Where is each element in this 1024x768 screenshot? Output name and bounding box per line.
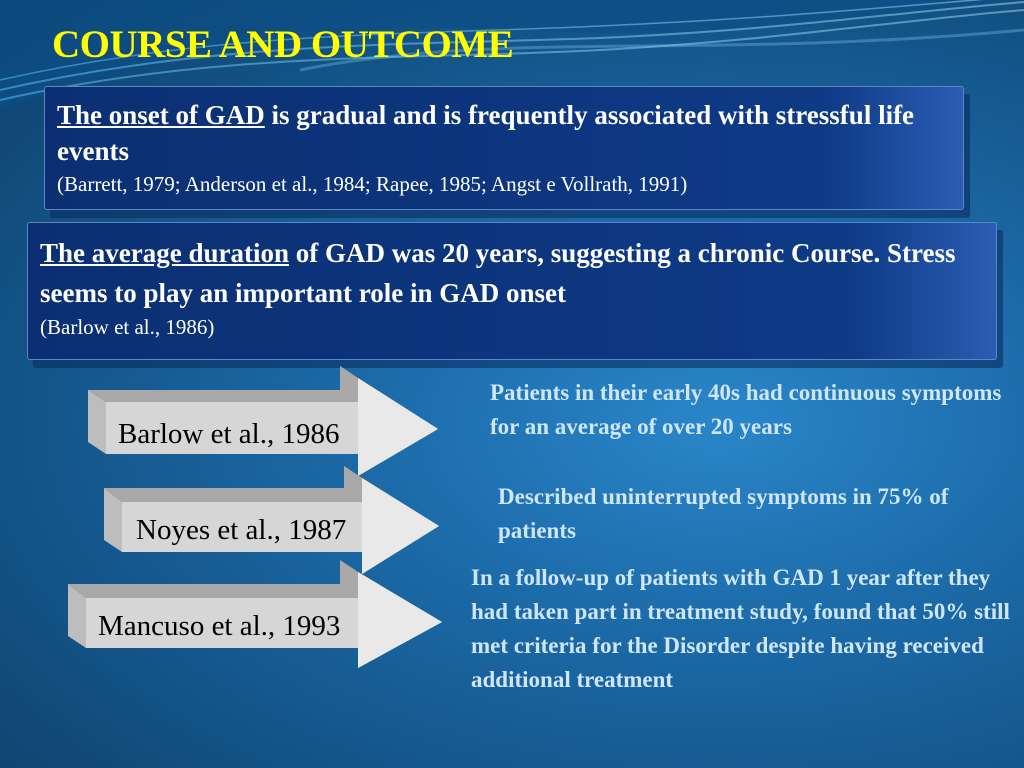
duration-box (27, 222, 997, 360)
study-note-mancuso: In a follow-up of patients with GAD 1 year after they had taken part in treatment study, found that 50% still met criteria for the Disorder despite having received additional treatment (471, 565, 1010, 692)
slide-title: COURSE AND OUTCOME (52, 23, 514, 66)
duration-highlight: The average duration (40, 238, 289, 268)
study-arrow (88, 366, 443, 476)
onset-citation: (Barrett, 1979; Anderson et al., 1984; Rapee, 1985; Angst e Vollrath, 1991) (57, 172, 688, 196)
duration-text: of GAD was 20 years, suggesting a chronic Course. Stress seems to play an important role in GAD onset (40, 238, 956, 308)
study-label-noyes: Noyes et al., 1987 (136, 514, 347, 546)
study-note-barlow: Patients in their early 40s had continuous symptoms for an average of over 20 years (490, 380, 1002, 439)
study-note-noyes: Described uninterrupted symptoms in 75% of patients (498, 484, 949, 543)
duration-citation: (Barlow et al., 1986) (40, 315, 215, 339)
onset-box (44, 86, 964, 210)
study-label-mancuso: Mancuso et al., 1993 (98, 610, 341, 642)
onset-text: is gradual and is frequently associated with stressful life events (57, 100, 915, 166)
study-label-barlow: Barlow et al., 1986 (118, 418, 340, 450)
onset-highlight: The onset of GAD (57, 100, 265, 130)
study-arrow (68, 560, 448, 670)
